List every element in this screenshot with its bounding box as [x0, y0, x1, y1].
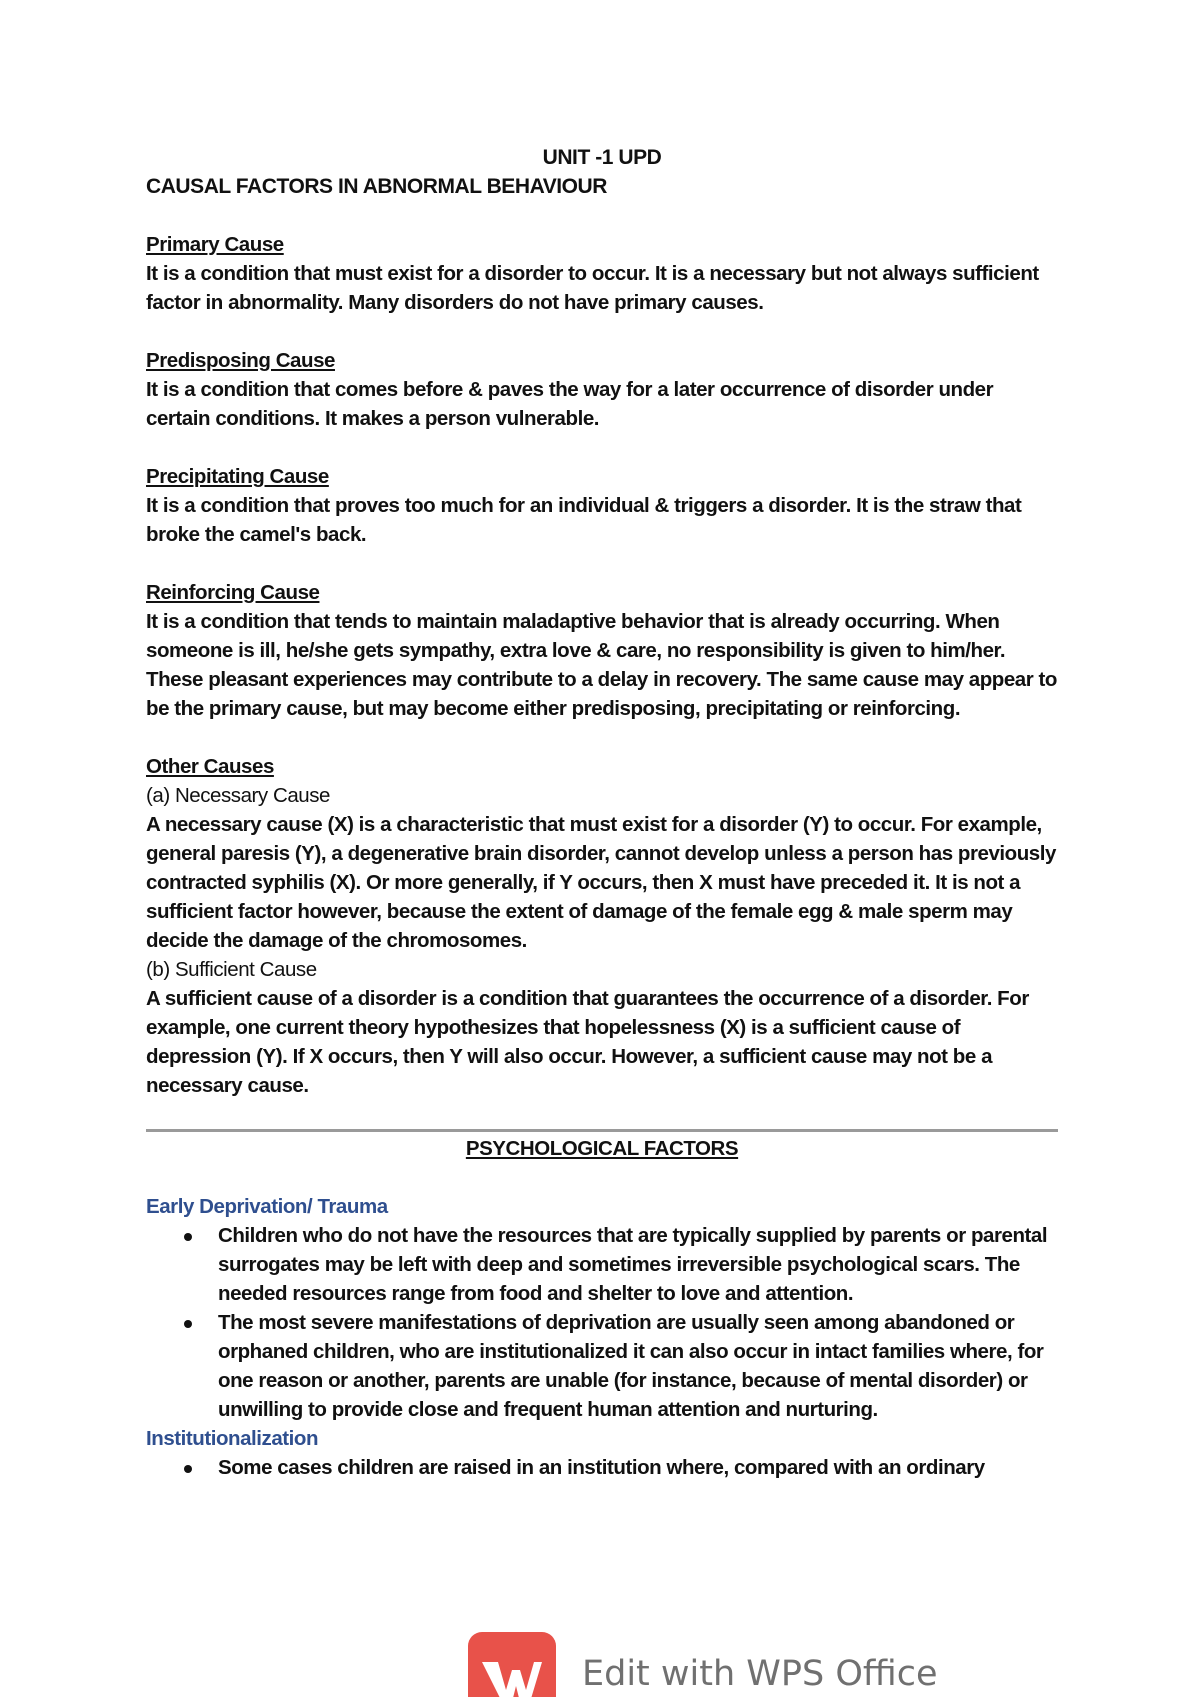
section-heading: Other Causes	[146, 755, 274, 778]
institutionalization-list	[146, 1453, 1058, 1482]
section-primary-cause	[146, 230, 1058, 317]
section-heading: Reinforcing Cause	[146, 581, 320, 604]
section-heading: Precipitating Cause	[146, 465, 329, 488]
wps-banner-text: Edit with WPS Office	[582, 1654, 938, 1694]
document-subtitle: CAUSAL FACTORS IN ABNORMAL BEHAVIOUR	[146, 175, 607, 198]
section-body: It is a condition that must exist for a disorder to occur. It is a necessary but not always sufficient factor in abnormality. Many disorders do not have primary causes.	[146, 262, 1039, 314]
bullet-icon	[184, 1465, 192, 1473]
wps-logo-icon	[468, 1632, 556, 1697]
institutionalization-heading: Institutionalization	[146, 1427, 319, 1450]
section-body: It is a condition that comes before & paves the way for a later occurrence of disorder under certain conditions. It makes a person vulnerable.	[146, 378, 994, 430]
list-item-text: Children who do not have the resources that are typically supplied by parents or parental surrogates may be left with deep and sometimes irreversible psychological scars. The needed resources range from food and shelter to love and attention.	[218, 1224, 1048, 1305]
sufficient-cause-label: (b) Sufficient Cause	[146, 958, 317, 981]
list-item	[146, 1221, 1058, 1308]
list-item	[146, 1308, 1058, 1424]
sufficient-cause-body: A sufficient cause of a disorder is a condition that guarantees the occurrence of a disorder. For example, one current theory hypothesizes that hopelessness (X) is a sufficient cause of depression (Y). If X occurs, then Y will also occur. However, a sufficient cause may not be a necessary cause.	[146, 987, 1029, 1097]
wps-edit-banner[interactable]	[468, 1632, 968, 1697]
list-item	[146, 1453, 1058, 1482]
section-other-causes	[146, 752, 1058, 1100]
document-title: UNIT -1 UPD	[542, 146, 662, 169]
bullet-icon	[184, 1320, 192, 1328]
necessary-cause-body: A necessary cause (X) is a characteristic that must exist for a disorder (Y) to occur. For example, general paresis (Y), a degenerative brain disorder, cannot develop unless a person has previously contracted syphilis (X). Or more generally, if Y occurs, then X must have preceded it. It is not a sufficient factor however, because the extent of damage of the female egg & male sperm may decide the damage of the chromosomes.	[146, 813, 1056, 952]
early-deprivation-heading: Early Deprivation/ Trauma	[146, 1195, 388, 1218]
section-reinforcing-cause	[146, 578, 1058, 723]
section-heading: Primary Cause	[146, 233, 284, 256]
horizontal-divider	[146, 1129, 1058, 1132]
document-page	[146, 143, 1058, 1482]
bullet-icon	[184, 1233, 192, 1241]
list-item-text: Some cases children are raised in an institution where, compared with an ordinary	[218, 1456, 985, 1479]
section-body: It is a condition that proves too much for an individual & triggers a disorder. It is the straw that broke the camel's back.	[146, 494, 1022, 546]
psychological-factors-title: PSYCHOLOGICAL FACTORS	[465, 1137, 739, 1160]
list-item-text: The most severe manifestations of deprivation are usually seen among abandoned or orphaned children, who are institutionalized it can also occur in intact families where, for one reason or another, parents are unable (for instance, because of mental disorder) or unwilling to provide close and frequent human attention and nurturing.	[218, 1311, 1044, 1421]
section-precipitating-cause	[146, 462, 1058, 549]
early-deprivation-list	[146, 1221, 1058, 1424]
section-body: It is a condition that tends to maintain maladaptive behavior that is already occurring. When someone is ill, he/she gets sympathy, extra love & care, no responsibility is given to him/her. These pleasant experiences may contribute to a delay in recovery. The same cause may appear to be the primary cause, but may become either predisposing, precipitating or reinforcing.	[146, 610, 1057, 720]
section-heading: Predisposing Cause	[146, 349, 335, 372]
section-predisposing-cause	[146, 346, 1058, 433]
necessary-cause-label: (a) Necessary Cause	[146, 784, 330, 807]
